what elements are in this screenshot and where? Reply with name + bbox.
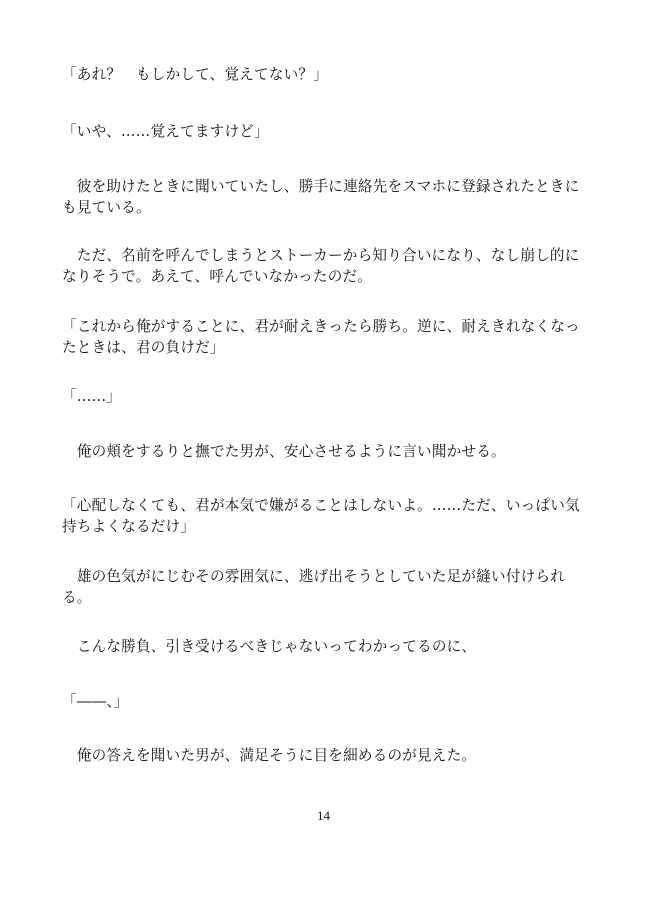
paragraph-6: 「……」 — [62, 388, 122, 405]
page-number: 14 — [317, 808, 330, 823]
paragraph-1: 「あれ？ もしかして、覚えてない？」 — [62, 66, 328, 83]
paragraph-7: 俺の頬をするりと撫でた男が、安心させるように言い聞かせる。 — [62, 443, 506, 460]
paragraph-8: 「心配しなくても、君が本気で嫌がることはしないよ。……ただ、いっぱい気持ちよくなるだけ」 — [62, 497, 580, 535]
paragraph-4: ただ、名前を呼んでしまうとストーカーから知り合いになり、なし崩し的になりそうで。あえて、呼んでいなかったのだ。 — [62, 247, 580, 285]
paragraph-2: 「いや、……覚えてますけど」 — [62, 123, 269, 140]
paragraph-12: 俺の答えを聞いた男が、満足そうに目を細めるのが見えた。 — [62, 747, 477, 764]
paragraph-9: 雄の色気がにじむその雰囲気に、逃げ出そうとしていた足が縫い付けられる。 — [62, 568, 565, 606]
paragraph-3: 彼を助けたときに聞いていたし、勝手に連絡先をスマホに登録されたときにも見ている。 — [62, 178, 580, 216]
paragraph-10: こんな勝負、引き受けるべきじゃないってわかってるのに、 — [62, 638, 477, 655]
paragraph-5: 「これから俺がすることに、君が耐えきったら勝ち。逆に、耐えきれなくなったときは、君の負けだ」 — [62, 318, 580, 356]
paragraph-11: 「――、」 — [62, 693, 129, 710]
